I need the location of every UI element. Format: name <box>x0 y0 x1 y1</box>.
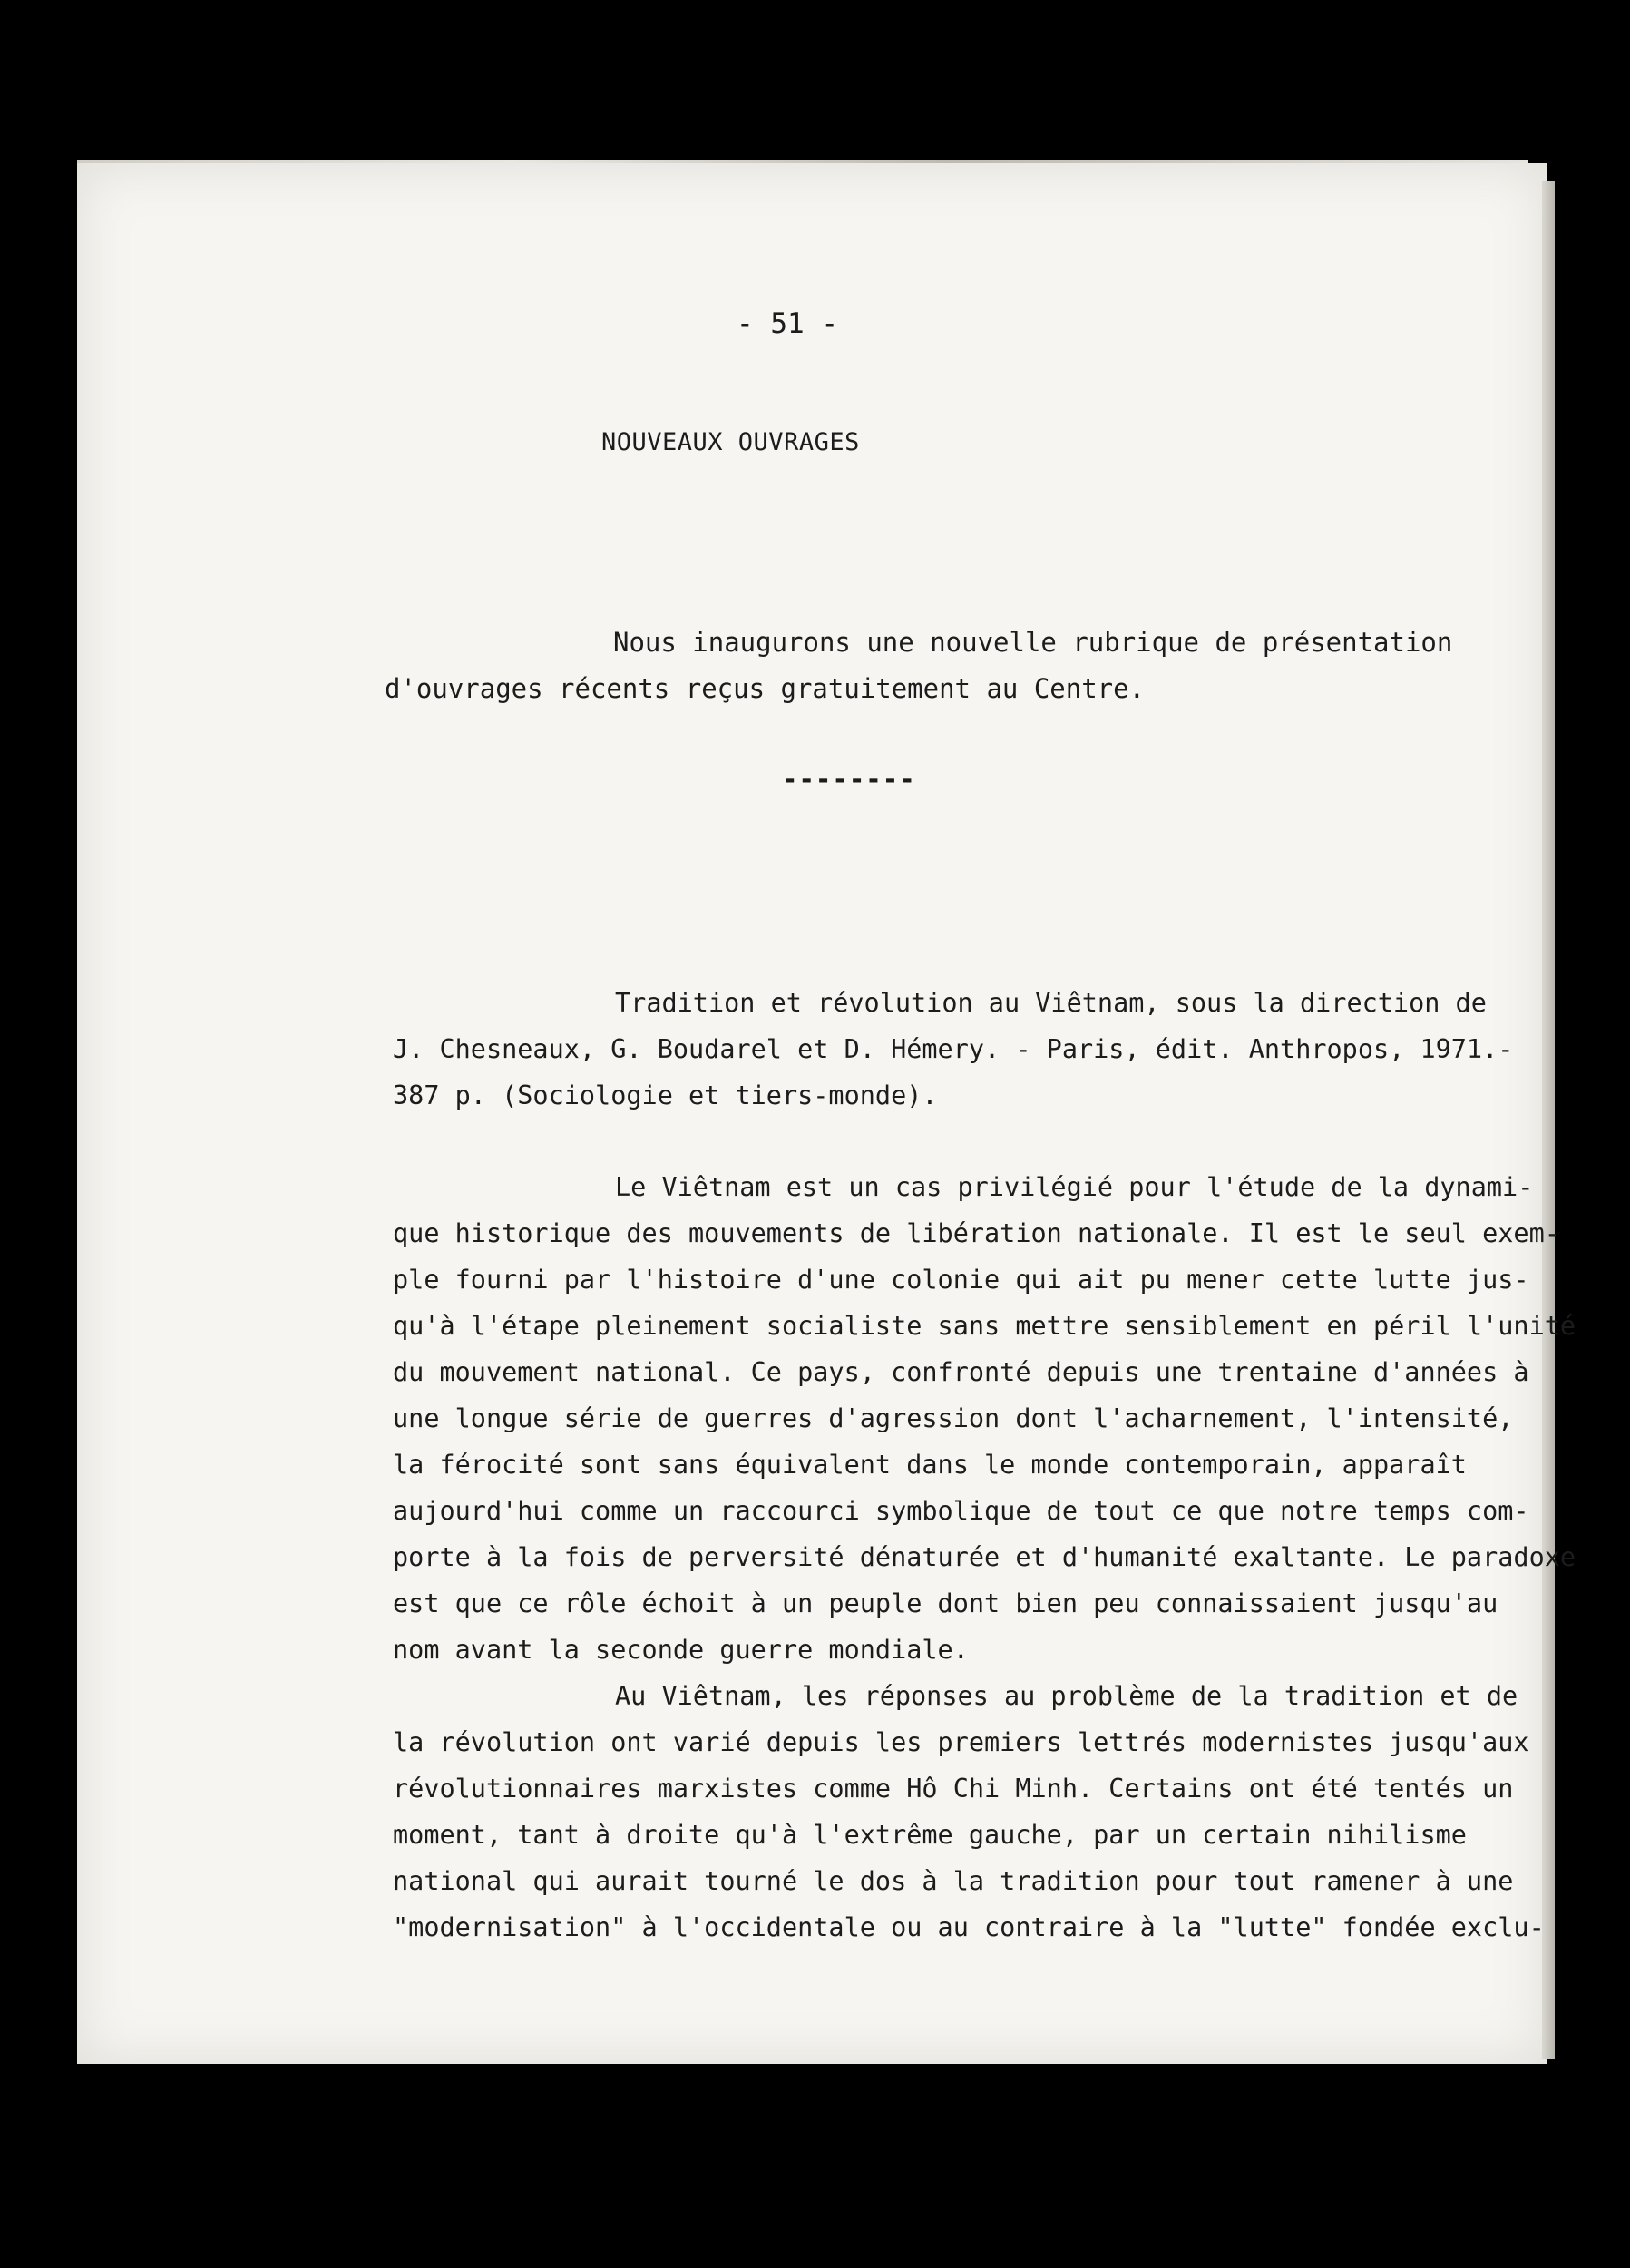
paragraph-line: Le Viêtnam est un cas privilégié pour l'étude de la dynami- <box>615 1172 1534 1202</box>
citation-line: J. Chesneaux, G. Boudarel et D. Hémery. - Paris, édit. Anthropos, 1971.- <box>393 1034 1514 1064</box>
paragraph-line: nom avant la seconde guerre mondiale. <box>393 1635 969 1665</box>
paragraph-line: une longue série de guerres d'agression dont l'acharnement, l'intensité, <box>393 1403 1514 1433</box>
paragraph-line: porte à la fois de perversité dénaturée et d'humanité exaltante. Le paradoxe <box>393 1542 1576 1572</box>
paragraph-line: révolutionnaires marxistes comme Hô Chi Minh. Certains ont été tentés un <box>393 1774 1514 1804</box>
paragraph-line: aujourd'hui comme un raccourci symbolique de tout ce que notre temps com- <box>393 1496 1529 1526</box>
paragraph-line: Au Viêtnam, les réponses au problème de la tradition et de <box>615 1681 1518 1711</box>
separator: -------- <box>782 764 916 795</box>
citation-line: Tradition et révolution au Viêtnam, sous la direction de <box>615 988 1487 1018</box>
page-number: - 51 - <box>737 308 838 340</box>
paragraph-line: "modernisation" à l'occidentale ou au contraire à la "lutte" fondée exclu- <box>393 1912 1545 1942</box>
paragraph-line: moment, tant à droite qu'à l'extrême gauche, par un certain nihilisme <box>393 1820 1467 1850</box>
paragraph-line: du mouvement national. Ce pays, confronté depuis une trentaine d'années à <box>393 1357 1529 1387</box>
paragraph-line: national qui aurait tourné le dos à la tradition pour tout ramener à une <box>393 1866 1514 1896</box>
citation-line: 387 p. (Sociologie et tiers-monde). <box>393 1080 938 1110</box>
paragraph-line: est que ce rôle échoit à un peuple dont bien peu connaissaient jusqu'au <box>393 1589 1498 1618</box>
paragraph-line: la férocité sont sans équivalent dans le monde contemporain, apparaît <box>393 1450 1467 1480</box>
section-heading: NOUVEAUX OUVRAGES <box>601 428 860 456</box>
intro-line: d'ouvrages récents reçus gratuitement au Centre. <box>385 673 1146 704</box>
paragraph-line: que historique des mouvements de libération nationale. Il est le seul exem- <box>393 1218 1560 1248</box>
paper-edge-shadow <box>1542 181 1555 2059</box>
intro-line: Nous inaugurons une nouvelle rubrique de présentation <box>613 627 1453 658</box>
paragraph-line: la révolution ont varié depuis les premiers lettrés modernistes jusqu'aux <box>393 1727 1529 1757</box>
paragraph-line: qu'à l'étape pleinement socialiste sans mettre sensiblement en péril l'unité <box>393 1311 1576 1341</box>
paragraph-line: ple fourni par l'histoire d'une colonie qui ait pu mener cette lutte jus- <box>393 1265 1529 1295</box>
